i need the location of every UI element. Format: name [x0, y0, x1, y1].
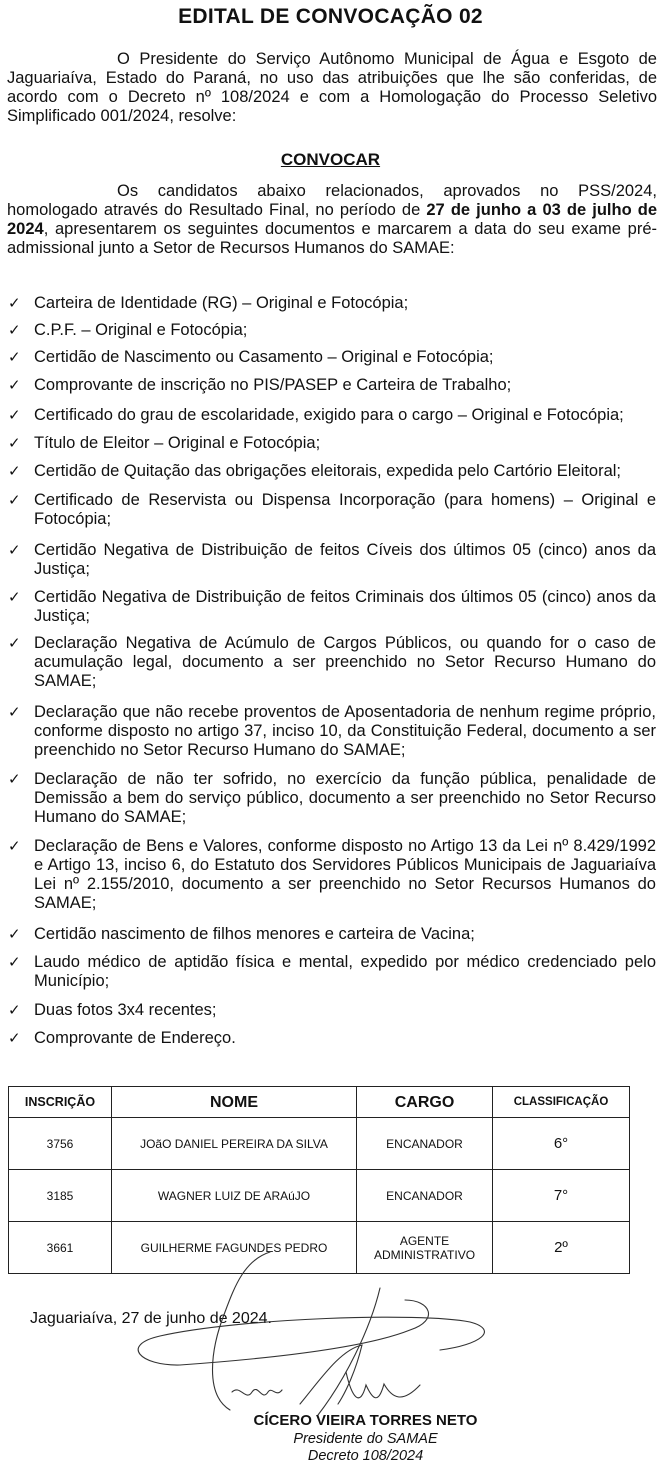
- section-heading: CONVOCAR: [280, 150, 381, 169]
- table-row: [9, 1222, 630, 1274]
- document-item: [8, 837, 656, 913]
- body-period: 27 de junho a 03 de julho de 2024: [7, 201, 657, 238]
- cell-cargo: AGENTE ADMINISTRATIVO: [357, 1222, 493, 1274]
- check-icon: ✓: [8, 954, 21, 971]
- body-text-before: Os candidatos abaixo relacionados, aprovados no PSS/2024, homologado através do Resultado Final, no período de: [7, 182, 657, 219]
- check-icon: ✓: [8, 463, 21, 480]
- document-item-text: Certidão Negativa de Distribuição de feitos Cíveis dos últimos 05 (cinco) anos da Justiça;: [34, 541, 656, 578]
- cell-classificacao: 2º: [493, 1222, 630, 1274]
- check-icon: ✓: [8, 1002, 21, 1019]
- document-item: [8, 491, 656, 529]
- cell-nome: GUILHERME FAGUNDES PEDRO: [112, 1222, 357, 1274]
- check-icon: ✓: [8, 704, 21, 721]
- signer-decree: Decreto 108/2024: [307, 1448, 424, 1464]
- check-icon: ✓: [8, 926, 21, 943]
- document-item-text: Declaração de Bens e Valores, conforme disposto no Artigo 13 da Lei nº 8.429/1992 e Artigo 13, inciso 6, do Estatuto dos Servidores Públicos Municipais de Jaguariaíva Lei nº 2.155/2010, documento a ser preenchido no Setor Recursos Humanos do SAMAE;: [34, 837, 656, 912]
- header-classificacao: CLASSIFICAÇÃO: [493, 1087, 630, 1118]
- check-icon: ✓: [8, 435, 21, 452]
- document-item-text: Laudo médico de aptidão física e mental, expedido por médico credenciado pelo Município;: [34, 953, 656, 990]
- document-item: [8, 348, 656, 367]
- signer-role: Presidente do SAMAE: [293, 1431, 438, 1447]
- candidates-table: [8, 1086, 630, 1274]
- table-row: [9, 1118, 630, 1170]
- document-item-text: Certificado de Reservista ou Dispensa Incorporação (para homens) – Original e Fotocópia;: [34, 491, 656, 528]
- document-item-text: Duas fotos 3x4 recentes;: [34, 1001, 217, 1019]
- document-item: [8, 953, 656, 991]
- header-nome: NOME: [112, 1087, 357, 1118]
- document-item: [8, 321, 656, 340]
- document-item-text: Certidão Negativa de Distribuição de feitos Criminais dos últimos 05 (cinco) anos da Justiça;: [34, 588, 656, 625]
- check-icon: ✓: [8, 589, 21, 606]
- header-inscricao: INSCRIÇÃO: [9, 1087, 112, 1118]
- document-item-text: Carteira de Identidade (RG) – Original e Fotocópia;: [34, 294, 409, 312]
- cell-inscricao: 3185: [9, 1170, 112, 1222]
- cell-nome: JOãO DANIEL PEREIRA DA SILVA: [112, 1118, 357, 1170]
- document-item-text: Comprovante de inscrição no PIS/PASEP e Carteira de Trabalho;: [34, 376, 512, 394]
- check-icon: ✓: [8, 377, 21, 394]
- body-paragraph: [7, 182, 657, 258]
- check-icon: ✓: [8, 635, 21, 652]
- document-item-text: Certidão de Nascimento ou Casamento – Original e Fotocópia;: [34, 348, 494, 366]
- cell-cargo: ENCANADOR: [357, 1118, 493, 1170]
- document-item: [8, 434, 656, 453]
- document-item: [8, 376, 656, 395]
- document-item: [8, 1001, 656, 1020]
- document-item: [8, 541, 656, 579]
- document-item: [8, 925, 656, 944]
- check-icon: ✓: [8, 1030, 21, 1047]
- cell-inscricao: 3661: [9, 1222, 112, 1274]
- check-icon: ✓: [8, 295, 21, 312]
- document-item-text: Certidão de Quitação das obrigações eleitorais, expedida pelo Cartório Eleitoral;: [34, 462, 622, 480]
- document-item: [8, 588, 656, 626]
- document-item: [8, 406, 656, 425]
- cell-classificacao: 6°: [493, 1118, 630, 1170]
- check-icon: ✓: [8, 407, 21, 424]
- place-date: Jaguariaíva, 27 de junho de 2024.: [30, 1310, 272, 1327]
- table-header-row: [9, 1087, 630, 1118]
- document-title: EDITAL DE CONVOCAÇÃO 02: [178, 5, 483, 28]
- document-item: [8, 462, 656, 481]
- table-row: [9, 1170, 630, 1222]
- document-item: [8, 703, 656, 760]
- document-item: [8, 770, 656, 827]
- signer-name: CÍCERO VIEIRA TORRES NETO: [253, 1412, 478, 1429]
- check-icon: ✓: [8, 322, 21, 339]
- check-icon: ✓: [8, 838, 21, 855]
- check-icon: ✓: [8, 771, 21, 788]
- header-cargo: CARGO: [357, 1087, 493, 1118]
- cell-cargo: ENCANADOR: [357, 1170, 493, 1222]
- document-item-text: Certidão nascimento de filhos menores e carteira de Vacina;: [34, 925, 475, 943]
- intro-paragraph: O Presidente do Serviço Autônomo Municipal de Água e Esgoto de Jaguariaíva, Estado do Paraná, no uso das atribuições que lhe são conferidas, de acordo com o Decreto nº 108/2024 e com a Homologação do Processo Seletivo Simplificado 001/2024, resolve:: [7, 50, 657, 125]
- check-icon: ✓: [8, 542, 21, 559]
- cell-classificacao: 7°: [493, 1170, 630, 1222]
- check-icon: ✓: [8, 492, 21, 509]
- document-item-text: Declaração que não recebe proventos de Aposentadoria de nenhum regime próprio, conforme disposto no artigo 37, inciso 10, da Constituição Federal, documento a ser preenchido no Setor Recurso Humano do SAMAE;: [34, 703, 656, 759]
- document-item-text: C.P.F. – Original e Fotocópia;: [34, 321, 248, 339]
- document-item: [8, 1029, 656, 1048]
- document-item: [8, 634, 656, 691]
- document-item: [8, 294, 656, 313]
- document-item-text: Declaração Negativa de Acúmulo de Cargos Públicos, ou quando for o caso de acumulação legal, documento a ser preenchido no Setor Recurso Humano do SAMAE;: [34, 634, 656, 690]
- document-item-text: Declaração de não ter sofrido, no exercício da função pública, penalidade de Demissão a bem do serviço público, documento a ser preenchido no Setor Recurso Humano do SAMAE;: [34, 770, 656, 826]
- document-item-text: Título de Eleitor – Original e Fotocópia;: [34, 434, 321, 452]
- body-text-after: , apresentarem os seguintes documentos e marcarem a data do seu exame pré-admissional junto a Setor de Recursos Humanos do SAMAE:: [7, 220, 657, 257]
- check-icon: ✓: [8, 349, 21, 366]
- document-item-text: Certificado do grau de escolaridade, exigido para o cargo – Original e Fotocópia;: [34, 406, 624, 424]
- document-item-text: Comprovante de Endereço.: [34, 1029, 236, 1047]
- cell-inscricao: 3756: [9, 1118, 112, 1170]
- cell-nome: WAGNER LUIZ DE ARAúJO: [112, 1170, 357, 1222]
